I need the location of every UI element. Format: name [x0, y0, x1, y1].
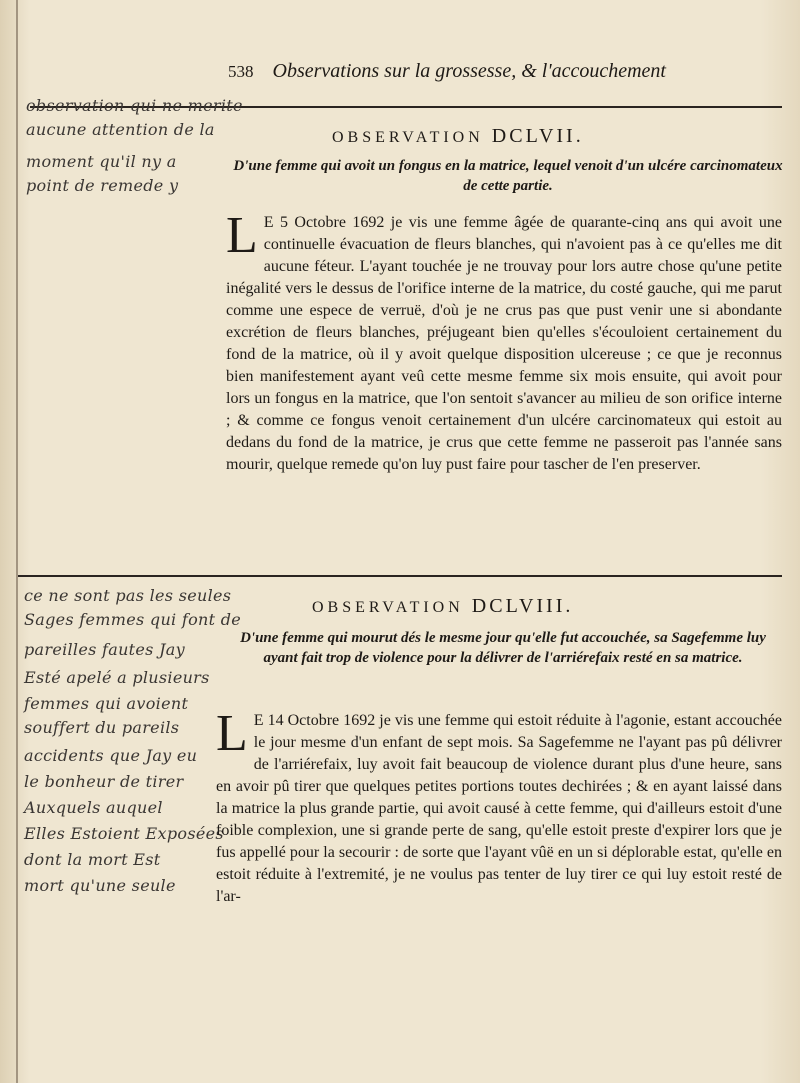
observation-title [332, 125, 584, 148]
drop-cap: L [226, 207, 258, 264]
margin-note-line: aucune attention de la [26, 120, 215, 139]
margin-note-line: souffert du pareils [24, 718, 180, 737]
margin-note-line: ce ne sont pas les seules [24, 586, 232, 605]
observation-label: OBSERVATION [332, 129, 484, 146]
observation-summary: D'une femme qui avoit un fongus en la matrice, lequel venoit d'un ulcére carcinomateux de cette partie. [233, 158, 783, 194]
observation-title [312, 595, 573, 618]
observation-body [226, 207, 782, 476]
running-header [228, 60, 768, 90]
margin-note-line: moment qu'il ny a [26, 152, 177, 171]
observation-body-text: E 14 Octobre 1692 je vis une femme qui estoit réduite à l'agonie, estant accouchée le jour mesme d'un enfant de sept mois. Sa Sagefemme ne l'ayant pas pû délivrer de l'arriérefaix, luy avoit fait beaucoup de violence durant plus d'une heure, sans en avoir pû tirer que quelques petites portions toutes dechirées ; & en ayant laissé dans la matrice la plus grande partie, qui avoit causé à cette femme, qui d'ailleurs estoit d'une foible complexion, une si grande perte de sang, qu'elle estoit preste d'expirer lors que je fus appellé pour la secourir : de sorte que l'ayant vûë en un si déplorable estat, qu'elle en estoit réduite à l'extremité, je ne voulus pas tenter de luy tirer ce qui luy estoit resté de l'ar- [216, 712, 782, 905]
page-gutter [16, 0, 18, 1083]
margin-note-line: pareilles fautes Jay [24, 640, 185, 659]
running-title: Observations sur la grossesse, & l'accouchement [272, 60, 666, 82]
margin-note-line: point de remede y [26, 176, 179, 195]
observation-summary: D'une femme qui mourut dés le mesme jour qu'elle fut accouchée, sa Sagefemme luy ayant fait trop de violence pour la délivrer de l'arriérefaix resté en sa matrice. [240, 630, 766, 666]
margin-note-line: le bonheur de tirer [24, 772, 184, 791]
observation-body-text: E 5 Octobre 1692 je vis une femme âgée de quarante-cinq ans qui avoit une continuelle évacuation de fleurs blanches, qui n'avoient pas à ce qu'elles me dit aucune féteur. L'ayant touchée je ne trouvay pour lors autre chose qu'une petite inégalité vers le dessus de l'orifice interne de la matrice, du costé gauche, qui me parut comme une espece de verruë, d'où je ne crus pas que pust venir une si abondante excrétion de fleurs blanches, préjugeant bien qu'elles s'écouloient certainement du fond de la matrice, où il y avoit quelque disposition ulcereuse ; ce que je reconnus bien manifestement ayant veû cette mesme femme six mois ensuite, qui avoit pour lors un fongus en la matrice, que l'on sentoit s'avancer au milieu de son orifice interne ; & comme ce fongus venoit certainement d'un ulcére carcinomateux qui estoit au dedans du fond de la matrice, je crus que cette femme ne passeroit pas l'année sans mourir, quelque remede qu'on luy pust faire pour tascher de l'en preserver. [226, 214, 782, 473]
margin-note-line: femmes qui avoient [24, 694, 189, 713]
margin-note-line: Auxquels auquel [24, 798, 163, 817]
margin-note-line: mort qu'une seule [24, 876, 176, 895]
section-rule [18, 575, 782, 577]
margin-note-line: dont la mort Est [24, 850, 161, 869]
observation-label: OBSERVATION [312, 599, 464, 616]
margin-note-line: accidents que Jay eu [24, 746, 198, 765]
drop-cap: L [216, 705, 248, 762]
page-number: 538 [228, 62, 254, 81]
observation-body [216, 705, 782, 908]
observation-number: DCLVIII. [471, 595, 574, 617]
margin-note-line: Elles Estoient Exposées [24, 824, 224, 843]
observation-number: DCLVII. [491, 125, 584, 147]
margin-note-line: observation qui ne merite [26, 96, 243, 115]
margin-note-line: Sages femmes qui font de [24, 610, 242, 629]
margin-note-line: Esté apelé a plusieurs [24, 668, 210, 687]
